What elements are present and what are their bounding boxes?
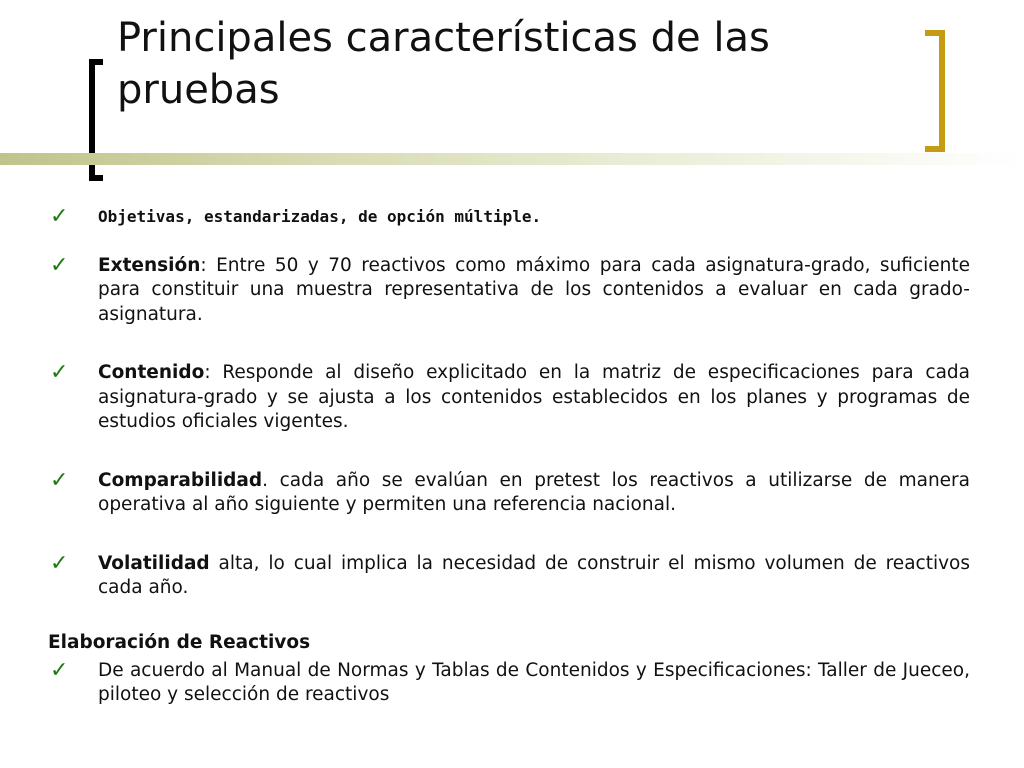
list-item xyxy=(48,659,970,708)
list-item xyxy=(48,469,970,518)
list-item xyxy=(48,205,970,230)
title-rule xyxy=(0,153,1024,165)
item-label: Comparabilidad xyxy=(98,469,263,491)
item-text: De acuerdo al Manual de Normas y Tablas de Contenidos y Especificaciones: Taller de Jueceo, piloteo y selección de reactivos xyxy=(98,659,970,705)
item-body: : Responde al diseño explicitado en la matriz de especificaciones para cada asignatura-grado y se ajusta a los contenidos establecidos en los planes y programas de estudios oficiales vigentes. xyxy=(98,362,970,432)
item-text xyxy=(98,552,970,601)
item-label: Volatilidad xyxy=(98,552,210,574)
right-bracket-decoration xyxy=(925,30,945,152)
item-body: : Entre 50 y 70 reactivos como máximo para cada asignatura-grado, suficiente para constituir una muestra representativa de los contenidos a evaluar en cada grado-asignatura. xyxy=(98,254,970,325)
item-body: . cada año se evalúan en pretest los reactivos a utilizarse de manera operativa al año siguiente y permiten una referencia nacional. xyxy=(98,469,970,515)
list-item xyxy=(48,361,970,435)
check-icon: ✓ xyxy=(50,204,69,229)
item-body: alta, lo cual implica la necesidad de construir el mismo volumen de reactivos cada año. xyxy=(98,552,970,598)
item-text xyxy=(98,254,970,328)
slide-title: Principales características de las pruebas xyxy=(117,15,770,113)
item-label: Extensión xyxy=(98,254,201,276)
check-icon: ✓ xyxy=(50,360,69,385)
bullet-list xyxy=(48,205,970,708)
check-icon: ✓ xyxy=(50,252,69,278)
item-text xyxy=(98,361,970,435)
item-text xyxy=(98,469,970,518)
check-icon: ✓ xyxy=(50,657,69,683)
item-text xyxy=(98,205,970,230)
check-icon: ✓ xyxy=(50,550,69,576)
section-heading: Elaboración de Reactivos xyxy=(48,631,311,653)
list-item xyxy=(48,552,970,601)
item-label: Objetivas, estandarizadas, de opción múltiple. xyxy=(98,207,542,226)
check-icon: ✓ xyxy=(50,467,69,493)
item-label: Contenido xyxy=(98,362,205,383)
list-item xyxy=(48,254,970,328)
